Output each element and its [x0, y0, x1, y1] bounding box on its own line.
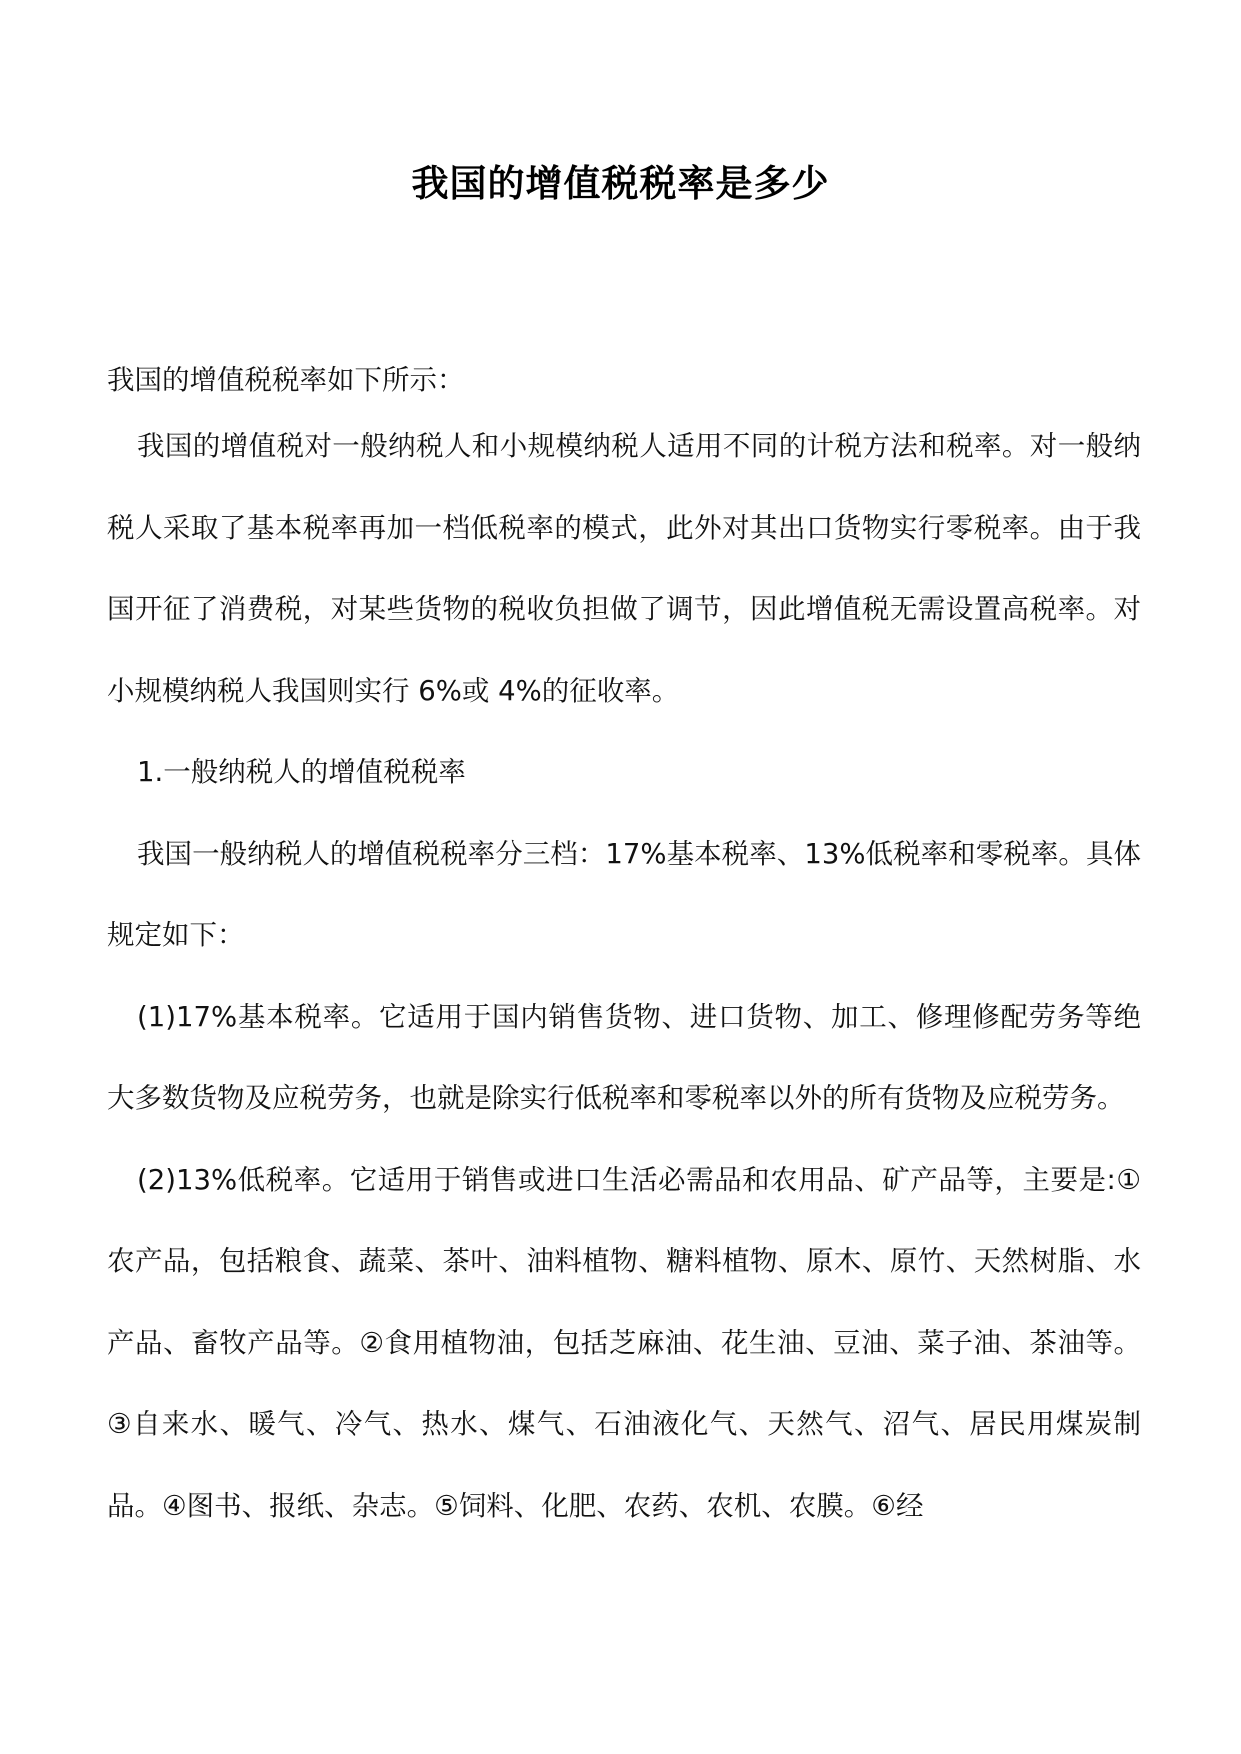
paragraph-basic-rate: (1)17%基本税率。它适用于国内销售货物、进口货物、加工、修理修配劳务等绝大多数货物及应税劳务，也就是除实行低税率和零税率以外的所有货物及应税劳务。 — [107, 1000, 1141, 1114]
paragraph-overview: 我国的增值税对一般纳税人和小规模纳税人适用不同的计税方法和税率。对一般纳税人采取了基本税率再加一档低税率的模式，此外对其出口货物实行零税率。由于我国开征了消费税，对某些货物的税收负担做了调节，因此增值税无需设置高税率。对小规模纳税人我国则实行 6%或 4%的征收率。 — [107, 430, 1141, 707]
document-body — [107, 406, 1141, 1547]
document-title: 我国的增值税税率是多少 — [411, 161, 830, 205]
paragraph-low-rate: (2)13%低税率。它适用于销售或进口生活必需品和农用品、矿产品等，主要是:①农产品，包括粮食、蔬菜、茶叶、油料植物、糖料植物、原木、原竹、天然树脂、水产品、畜牧产品等。②食用植物油，包括芝麻油、花生油、豆油、菜子油、茶油等。③自来水、暖气、冷气、热水、煤气、石油液化气、天然气、沼气、居民用煤炭制品。④图书、报纸、杂志。⑤饲料、化肥、农药、农机、农膜。⑥经 — [107, 1163, 1141, 1522]
intro-paragraph: 我国的增值税税率如下所示： — [107, 364, 465, 396]
section-heading-general-taxpayer: 1.一般纳税人的增值税税率 — [137, 756, 466, 788]
paragraph-three-rates: 我国一般纳税人的增值税税率分三档：17%基本税率、13%低税率和零税率。具体规定如下： — [107, 837, 1141, 951]
